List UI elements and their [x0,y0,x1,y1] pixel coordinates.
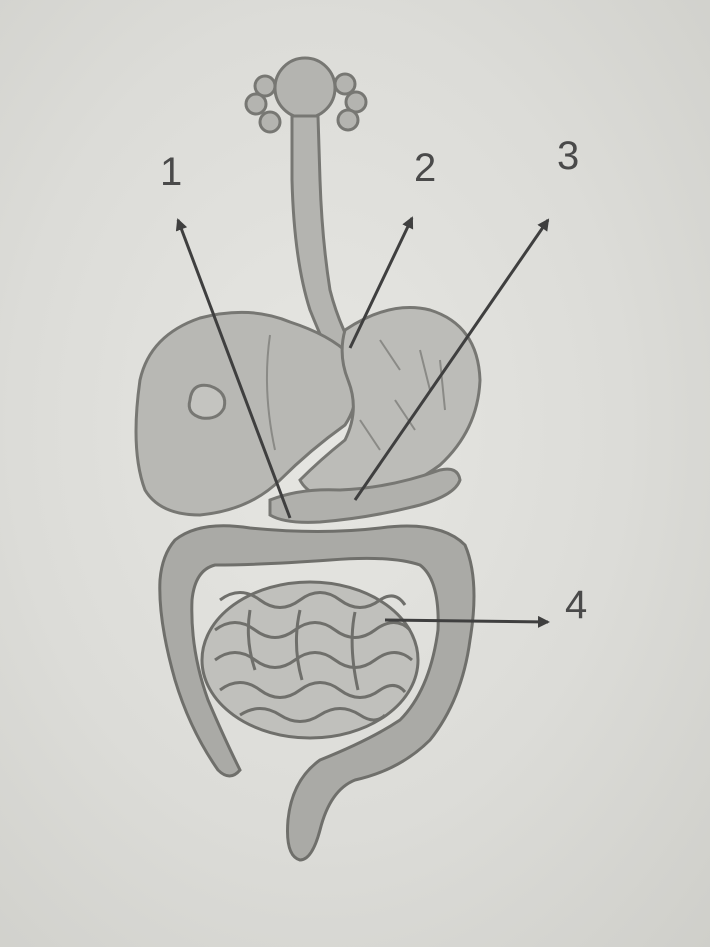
label-3: 3 [557,134,580,178]
label-2: 2 [414,146,437,190]
arrow-4 [385,620,548,622]
gallbladder [189,385,225,418]
small-intestine [202,582,418,738]
label-4: 4 [565,583,588,627]
label-1: 1 [160,150,183,194]
